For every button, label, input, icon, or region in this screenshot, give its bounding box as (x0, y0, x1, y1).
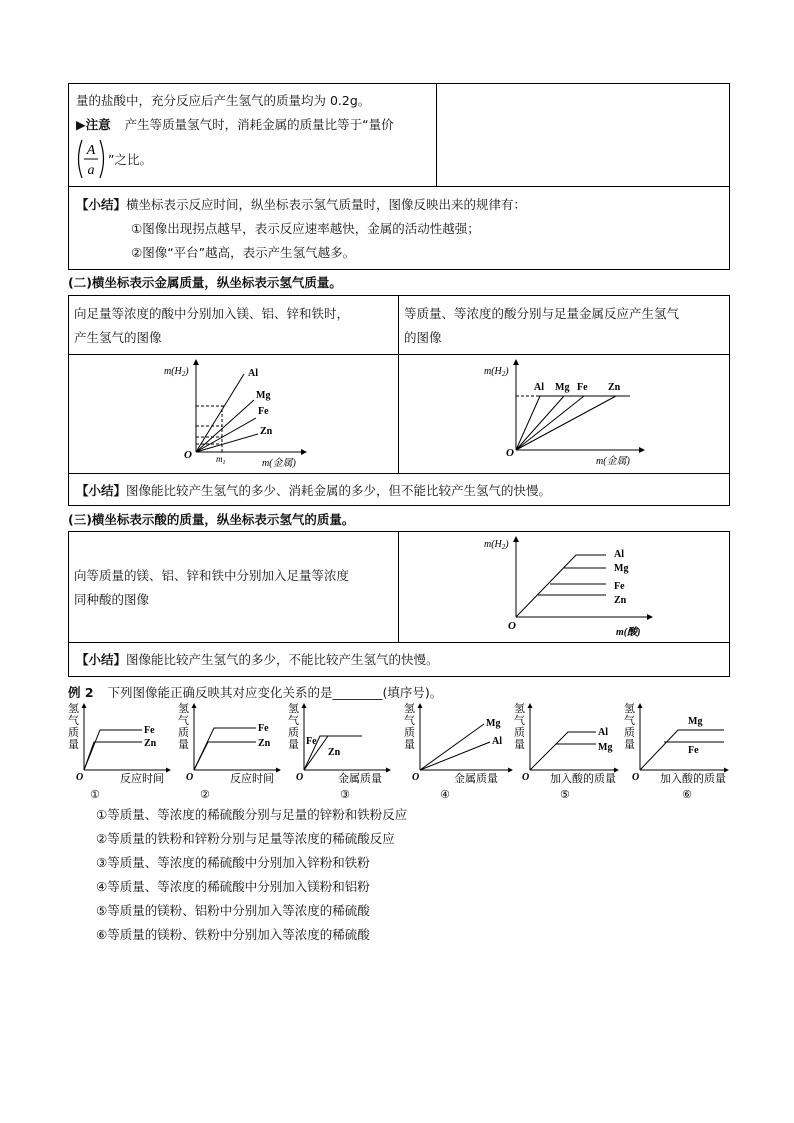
label-mg: Mg (598, 742, 613, 753)
line-fe (84, 730, 142, 770)
graph-number: ① (90, 788, 100, 801)
x-label: 加入酸的质量 (550, 772, 616, 785)
example-label: 例 2 (68, 685, 94, 700)
graph-number: ⑥ (682, 788, 692, 801)
line-zn (194, 742, 256, 770)
label-mg: Mg (486, 718, 501, 729)
graph-number: ④ (440, 788, 450, 801)
label-fe: Fe (688, 745, 699, 756)
top-summary-label: 【小结】 (76, 197, 127, 212)
label-zn: Zn (260, 426, 273, 437)
section3-heading: (三)横坐标表示酸的质量，纵坐标表示氢气的质量。 (68, 512, 355, 527)
label-al: Al (248, 368, 258, 379)
origin-label: O (412, 772, 420, 783)
label-mg: Mg (688, 716, 703, 727)
label-fe: Fe (306, 736, 317, 747)
top-table-divider (436, 83, 437, 186)
example-graph-1 (68, 701, 170, 801)
label-fe: Fe (577, 382, 588, 393)
label-zn: Zn (258, 738, 271, 749)
y-label: 氢气质量 (178, 702, 189, 751)
fraction-paren (74, 138, 108, 180)
line-fe (194, 728, 256, 770)
note-tail: ”之比。 (108, 152, 152, 167)
line-al (516, 555, 606, 617)
m1-label: $m_1$ (216, 454, 226, 466)
option-5: ⑤等质量的镁粉、铝粉中分别加入等浓度的稀硫酸 (96, 903, 370, 918)
section3-desc1: 向等质量的镁、铝、锌和铁中分别加入足量等浓度 (74, 568, 350, 583)
top-summary-text: 横坐标表示反应时间，纵坐标表示氢气质量时，图像反映出来的规律有： (126, 197, 527, 212)
section2-heading: (二)横坐标表示金属质量，纵坐标表示氢气质量。 (68, 275, 342, 290)
option-1: ①等质量、等浓度的稀硫酸分别与足量的锌粉和铁粉反应 (96, 807, 408, 822)
section3-divider (398, 531, 399, 642)
example-graph-5 (514, 701, 618, 801)
line-mg (516, 396, 564, 450)
origin-label: O (506, 447, 514, 459)
label-al: Al (598, 727, 608, 738)
x-label: 金属质量 (454, 772, 498, 785)
y-axis-label: $m(H_2)$ (484, 366, 509, 378)
x-axis-label: m(酸) (616, 627, 641, 638)
top-table-row-divider (68, 186, 730, 187)
origin-label: O (632, 772, 640, 783)
option-3: ③等质量、等浓度的稀硫酸中分别加入锌粉和铁粉 (96, 855, 370, 870)
section2-left-desc2: 产生氢气的图像 (74, 330, 162, 345)
origin-label: O (184, 449, 192, 461)
label-zn: Zn (614, 595, 627, 606)
line-al (530, 732, 596, 770)
note-line (76, 116, 394, 134)
label-fe: Fe (258, 723, 269, 734)
top-table (68, 83, 730, 270)
example-graph-3 (288, 701, 390, 801)
section2-summary (76, 482, 551, 500)
label-fe: Fe (144, 725, 155, 736)
origin-label: O (186, 772, 194, 783)
x-axis-label: m(金属) (596, 456, 630, 467)
top-summary (76, 196, 526, 214)
label-al: Al (492, 736, 502, 747)
section3-row-divider (68, 642, 730, 643)
section2-right-desc2: 的图像 (404, 330, 442, 345)
label-fe: Fe (258, 406, 269, 417)
label-mg: Mg (555, 382, 570, 393)
option-4: ④等质量、等浓度的稀硫酸中分别加入镁粉和铝粉 (96, 879, 370, 894)
example-graph-2 (178, 701, 280, 801)
origin-label: O (296, 772, 304, 783)
line-fe (196, 418, 256, 452)
origin-label: O (508, 620, 516, 632)
y-label: 氢气质量 (68, 702, 79, 751)
label-zn: Zn (144, 738, 157, 749)
top-cell-line1: 量的盐酸中，充分反应后产生氢气的质量均为 0.2g。 (76, 93, 371, 108)
line-fe (516, 396, 584, 450)
y-label: 氢气质量 (288, 702, 299, 751)
graph-number: ③ (340, 788, 350, 801)
label-al: Al (614, 549, 624, 560)
y-axis-label: $m(H_2)$ (164, 366, 189, 378)
top-summary-item1: ①图像出现拐点越早，表示反应速率越快，金属的活动性越强； (131, 221, 480, 236)
line-mg (640, 730, 724, 770)
section3-summary (76, 651, 439, 669)
y-label: 氢气质量 (624, 702, 635, 751)
x-label: 加入酸的质量 (660, 772, 726, 785)
line-mg (420, 724, 484, 770)
line-mg (196, 400, 254, 452)
section2-divider (398, 295, 399, 473)
section2-summary-label: 【小结】 (76, 483, 127, 498)
top-summary-item2: ②图像“平台”越高，表示产生氢气越多。 (131, 245, 356, 260)
label-mg: Mg (256, 390, 271, 401)
label-al: Al (534, 382, 544, 393)
line-zn (516, 396, 616, 450)
section2-row1-divider (68, 354, 730, 355)
label-zn: Zn (328, 747, 341, 758)
graph-acid-excess-metal (478, 356, 648, 468)
frac-num: A (86, 143, 96, 158)
section2-right-desc1: 等质量、等浓度的酸分别与足量金属反应产生氢气 (404, 306, 680, 321)
section2-left-desc1: 向足量等浓度的酸中分别加入镁、铝、锌和铁时， (74, 306, 350, 321)
section3-desc2: 同种酸的图像 (74, 592, 150, 607)
example-graphs (64, 700, 736, 802)
note-marker: ▶注意 (76, 117, 111, 132)
origin-label: O (522, 772, 530, 783)
label-fe: Fe (614, 581, 625, 592)
line-al (516, 396, 540, 450)
y-label: 氢气质量 (404, 702, 415, 751)
option-2: ②等质量的铁粉和锌粉分别与足量等浓度的稀硫酸反应 (96, 831, 395, 846)
fraction-svg (74, 138, 108, 180)
x-label: 金属质量 (338, 772, 382, 785)
section3-summary-text: 图像能比较产生氢气的多少，不能比较产生氢气的快慢。 (126, 652, 439, 667)
note-text: 产生等质量氢气时，消耗金属的质量比等于“量价 (124, 117, 394, 132)
graph-metal-add-acid (478, 533, 658, 639)
x-label: 反应时间 (120, 772, 164, 785)
section2-summary-text: 图像能比较产生氢气的多少、消耗金属的多少，但不能比较产生氢气的快慢。 (126, 483, 552, 498)
option-6: ⑥等质量的镁粉、铁粉中分别加入等浓度的稀硫酸 (96, 927, 370, 942)
example-graph-4 (404, 701, 512, 801)
origin-label: O (76, 772, 84, 783)
example-graph-6 (624, 701, 728, 801)
y-label: 氢气质量 (514, 702, 525, 751)
graph-number: ② (200, 788, 210, 801)
x-axis-label: m(金属) (262, 458, 296, 469)
line-zn (84, 742, 142, 770)
label-mg: Mg (614, 563, 629, 574)
section2-row2-divider (68, 473, 730, 474)
frac-den: a (87, 163, 95, 178)
graph-metal-excess-acid (160, 356, 310, 470)
x-label: 反应时间 (230, 772, 274, 785)
y-axis-label: $m(H_2)$ (484, 539, 509, 551)
section3-summary-label: 【小结】 (76, 652, 127, 667)
example-question-text: 下列图像能正确反映其对应变化关系的是________(填序号)。 (107, 685, 443, 700)
label-zn: Zn (608, 382, 621, 393)
line-al (420, 742, 490, 770)
graph-number: ⑤ (560, 788, 570, 801)
